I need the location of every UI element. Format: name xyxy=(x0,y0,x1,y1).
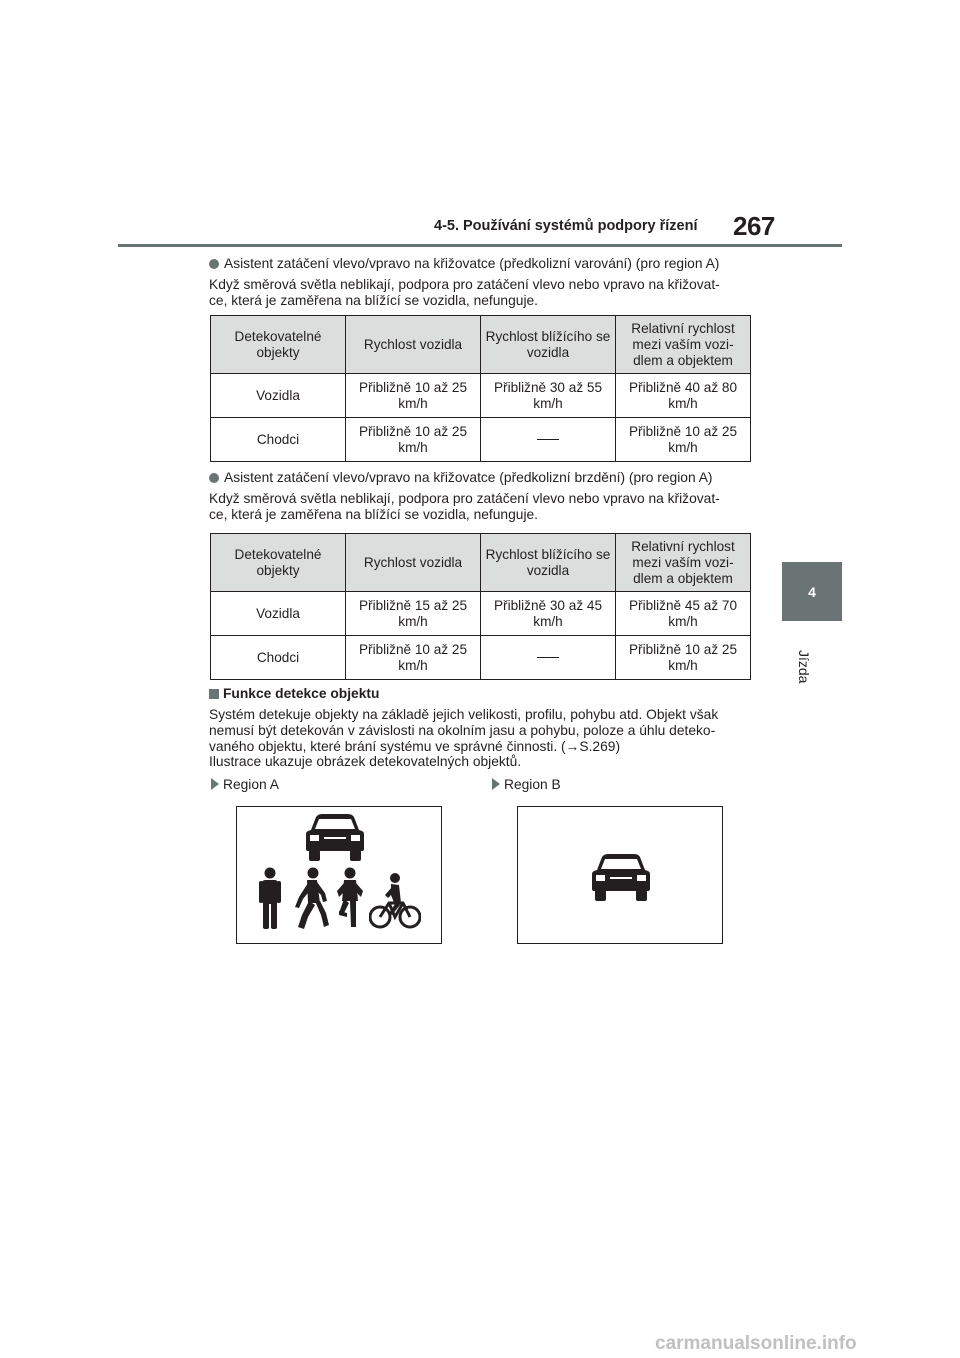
table-cell-empty xyxy=(481,418,616,462)
paragraph-1 xyxy=(209,277,749,309)
para-line: Systém detekuje objekty na základě jejich velikosti, profilu, pohybu atd. Objekt však xyxy=(209,707,719,722)
header-cell: Detekovatelné objekty xyxy=(211,316,346,374)
paragraph-2 xyxy=(209,491,749,523)
bullet-text: Asistent zatáčení vlevo/vpravo na křižovatce (předkolizní varování) (pro region A) xyxy=(224,256,720,271)
table-cell: Vozidla xyxy=(211,374,346,418)
header-cell: Rychlost vozidla xyxy=(346,534,481,592)
table-cell: Přibližně 40 až 80 km/h xyxy=(616,374,751,418)
table-cell-empty xyxy=(481,636,616,680)
region-b-text: Region B xyxy=(504,777,561,792)
table-cell: Chodci xyxy=(211,636,346,680)
table-row xyxy=(211,418,751,462)
paragraph-3 xyxy=(209,707,749,770)
subsection-heading-text: Funkce detekce objektu xyxy=(223,686,380,701)
table-cell: Chodci xyxy=(211,418,346,462)
table-cell: Přibližně 15 až 25 km/h xyxy=(346,592,481,636)
header-cell: Detekovatelné objekty xyxy=(211,534,346,592)
para-line: ce, která je zaměřena na blížící se vozidla, nefunguje. xyxy=(209,292,539,308)
table-header-row xyxy=(211,316,751,374)
para-line: nemusí být detekován v závislosti na okolním jasu a pohybu, poloze a úhlu deteko- xyxy=(209,722,716,738)
table-cell: Přibližně 45 až 70 km/h xyxy=(616,592,751,636)
bullet-dot-icon xyxy=(209,473,219,483)
page-number: 267 xyxy=(733,211,775,241)
cyclist-icon xyxy=(369,873,421,929)
header-cell: Relativní rychlost mezi vaším vozi- dlem a objektem xyxy=(616,316,751,374)
triangle-bullet-icon xyxy=(492,778,500,790)
header-cell: Rychlost blížícího se vozidla xyxy=(481,534,616,592)
para-line: Ilustrace ukazuje obrázek detekovatelných objektů. xyxy=(209,754,522,770)
table-cell: Přibližně 10 až 25 km/h xyxy=(346,374,481,418)
region-a-illustration xyxy=(236,806,442,944)
table-row xyxy=(211,636,751,680)
spec-table-2 xyxy=(210,533,751,680)
dash-mark xyxy=(537,439,559,440)
pedestrian-walking-icon xyxy=(293,867,329,929)
chapter-number: 4 xyxy=(808,583,816,600)
header-divider xyxy=(118,244,842,247)
header-cell: Rychlost vozidla xyxy=(346,316,481,374)
bullet-heading-1 xyxy=(209,256,719,271)
table-row xyxy=(211,374,751,418)
bullet-dot-icon xyxy=(209,259,219,269)
para-line: vaného objektu, které brání systému ve správné činnosti. (→S.269) xyxy=(209,738,621,754)
subsection-heading xyxy=(209,686,379,701)
car-icon xyxy=(306,813,364,861)
para-line: Když směrová světla neblikají, podpora pro zatáčení vlevo nebo vpravo na křižovat- xyxy=(209,491,720,506)
para-line: ce, která je zaměřena na blížící se vozidla, nefunguje. xyxy=(209,506,539,522)
bullet-heading-2 xyxy=(209,470,713,485)
region-b-label xyxy=(492,777,561,792)
table-header-row xyxy=(211,534,751,592)
bullet-text: Asistent zatáčení vlevo/vpravo na křižovatce (předkolizní brzdění) (pro region A) xyxy=(224,470,713,485)
pedestrian-standing-icon xyxy=(259,867,281,929)
watermark: carmanualsonline.info xyxy=(655,1333,857,1354)
table-cell: Přibližně 10 až 25 km/h xyxy=(346,418,481,462)
header-cell: Rychlost blížícího se vozidla xyxy=(481,316,616,374)
para-line: Když směrová světla neblikají, podpora pro zatáčení vlevo nebo vpravo na křižovat- xyxy=(209,277,720,292)
car-icon xyxy=(592,853,650,901)
table-cell: Přibližně 10 až 25 km/h xyxy=(346,636,481,680)
spec-table-1 xyxy=(210,315,751,462)
dash-mark xyxy=(537,657,559,658)
triangle-bullet-icon xyxy=(211,778,219,790)
table-cell: Přibližně 10 až 25 km/h xyxy=(616,418,751,462)
table-cell: Přibližně 30 až 55 km/h xyxy=(481,374,616,418)
table-cell: Vozidla xyxy=(211,592,346,636)
region-a-text: Region A xyxy=(223,777,279,792)
region-a-label xyxy=(211,777,279,792)
square-bullet-icon xyxy=(209,689,219,699)
region-b-illustration xyxy=(517,806,723,944)
table-row xyxy=(211,592,751,636)
pedestrian-child-icon xyxy=(335,867,365,929)
table-cell: Přibližně 10 až 25 km/h xyxy=(616,636,751,680)
section-title: 4-5. Používání systémů podpory řízení xyxy=(434,218,698,234)
table-cell: Přibližně 30 až 45 km/h xyxy=(481,592,616,636)
chapter-tab xyxy=(782,562,842,621)
chapter-label: Jízda xyxy=(796,650,812,684)
header-cell: Relativní rychlost mezi vaším vozi- dlem a objektem xyxy=(616,534,751,592)
